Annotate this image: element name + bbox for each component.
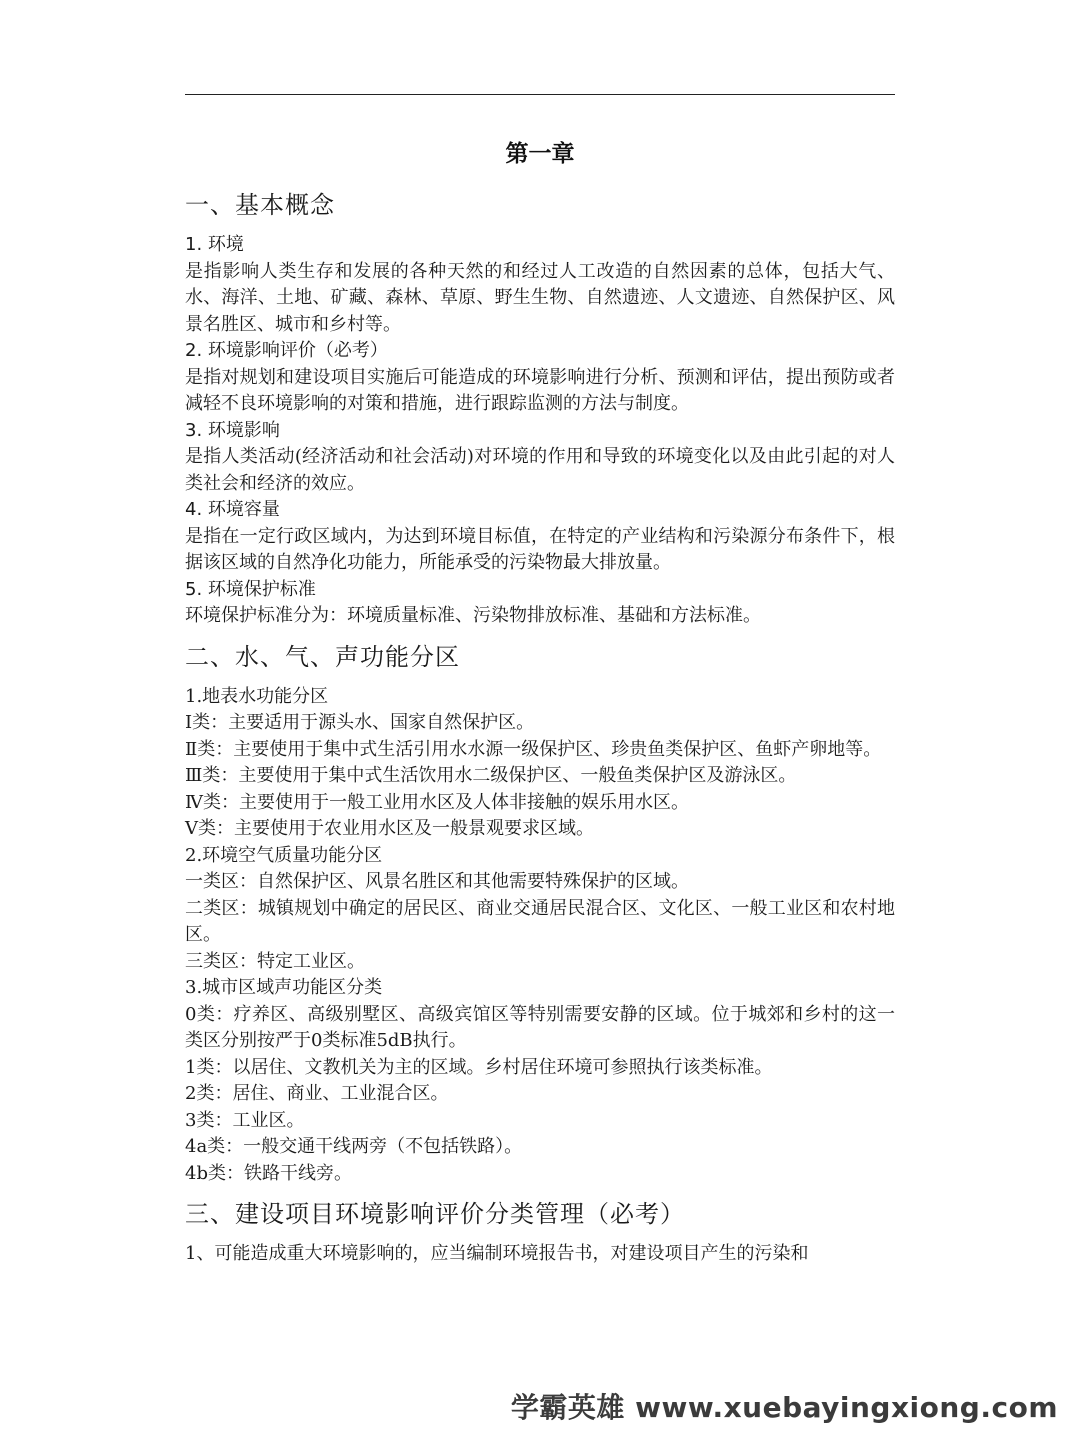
line: 二类区：城镇规划中确定的居民区、商业交通居民混合区、文化区、一般工业区和农村地区。 bbox=[185, 897, 895, 945]
line: 4b类：铁路干线旁。 bbox=[185, 1162, 352, 1184]
content-flow bbox=[185, 186, 895, 1268]
line: 3类：工业区。 bbox=[185, 1109, 305, 1131]
line: 4a类：一般交通干线两旁（不包括铁路）。 bbox=[185, 1136, 523, 1157]
chapter-title: 第一章 bbox=[505, 141, 575, 167]
line: 1.地表水功能分区 bbox=[185, 685, 329, 707]
item-body: 环境保护标准分为：环境质量标准、污染物排放标准、基础和方法标准。 bbox=[185, 605, 761, 626]
line: Ⅰ类：主要适用于源头水、国家自然保护区。 bbox=[185, 712, 535, 733]
section-heading-2: 二、水、气、声功能分区 bbox=[185, 642, 460, 671]
line: 2.环境空气质量功能分区 bbox=[185, 844, 383, 866]
line: 三类区：特定工业区。 bbox=[185, 950, 365, 972]
site-watermark: 学霸英雄 www.xuebayingxiong.com bbox=[510, 1391, 1058, 1424]
item-body: 是指影响人类生存和发展的各种天然的和经过人工改造的自然因素的总体，包括大气、水、海洋、土地、矿藏、森林、草原、野生生物、自然遗迹、人文遗迹、自然保护区、风景名胜区、城市和乡村等。 bbox=[185, 260, 895, 335]
line: 1类：以居住、文教机关为主的区域。乡村居住环境可参照执行该类标准。 bbox=[185, 1056, 773, 1078]
line: Ⅱ类：主要使用于集中式生活引用水水源一级保护区、珍贵鱼类保护区、鱼虾产卵地等。 bbox=[185, 738, 882, 760]
line: 0类：疗养区、高级别墅区、高级宾馆区等特别需要安静的区域。位于城郊和乡村的这一类区分别按严于0类标准5dB执行。 bbox=[185, 1003, 895, 1051]
item-body: 是指在一定行政区域内，为达到环境目标值，在特定的产业结构和污染源分布条件下，根据该区域的自然净化功能力，所能承受的污染物最大排放量。 bbox=[185, 525, 895, 573]
line: 3.城市区域声功能区分类 bbox=[185, 977, 383, 998]
line: 2类：居住、商业、工业混合区。 bbox=[185, 1083, 449, 1104]
line: Ⅲ类：主要使用于集中式生活饮用水二级保护区、一般鱼类保护区及游泳区。 bbox=[185, 765, 797, 786]
item-title: 4. 环境容量 bbox=[185, 499, 280, 520]
line: 1、可能造成重大环境影响的，应当编制环境报告书，对建设项目产生的污染和 bbox=[185, 1243, 809, 1264]
line: 一类区：自然保护区、风景名胜区和其他需要特殊保护的区域。 bbox=[185, 871, 689, 892]
section-heading-3: 三、建设项目环境影响评价分类管理（必考） bbox=[185, 1200, 685, 1228]
item-body: 是指人类活动(经济活动和社会活动)对环境的作用和导致的环境变化以及由此引起的对人类社会和经济的效应。 bbox=[185, 446, 895, 494]
line: Ⅴ类：主要使用于农业用水区及一般景观要求区域。 bbox=[185, 818, 594, 839]
item-title: 3. 环境影响 bbox=[185, 419, 280, 441]
item-title: 2. 环境影响评价（必考） bbox=[185, 340, 388, 361]
header-rule bbox=[185, 94, 895, 95]
item-title: 5. 环境保护标准 bbox=[185, 578, 316, 600]
item-body: 是指对规划和建设项目实施后可能造成的环境影响进行分析、预测和评估，提出预防或者减轻不良环境影响的对策和措施，进行跟踪监测的方法与制度。 bbox=[185, 366, 895, 414]
item-title: 1. 环境 bbox=[185, 234, 244, 255]
section-heading-1: 一、基本概念 bbox=[185, 191, 335, 219]
line: Ⅳ类：主要使用于一般工业用水区及人体非接触的娱乐用水区。 bbox=[185, 791, 689, 813]
